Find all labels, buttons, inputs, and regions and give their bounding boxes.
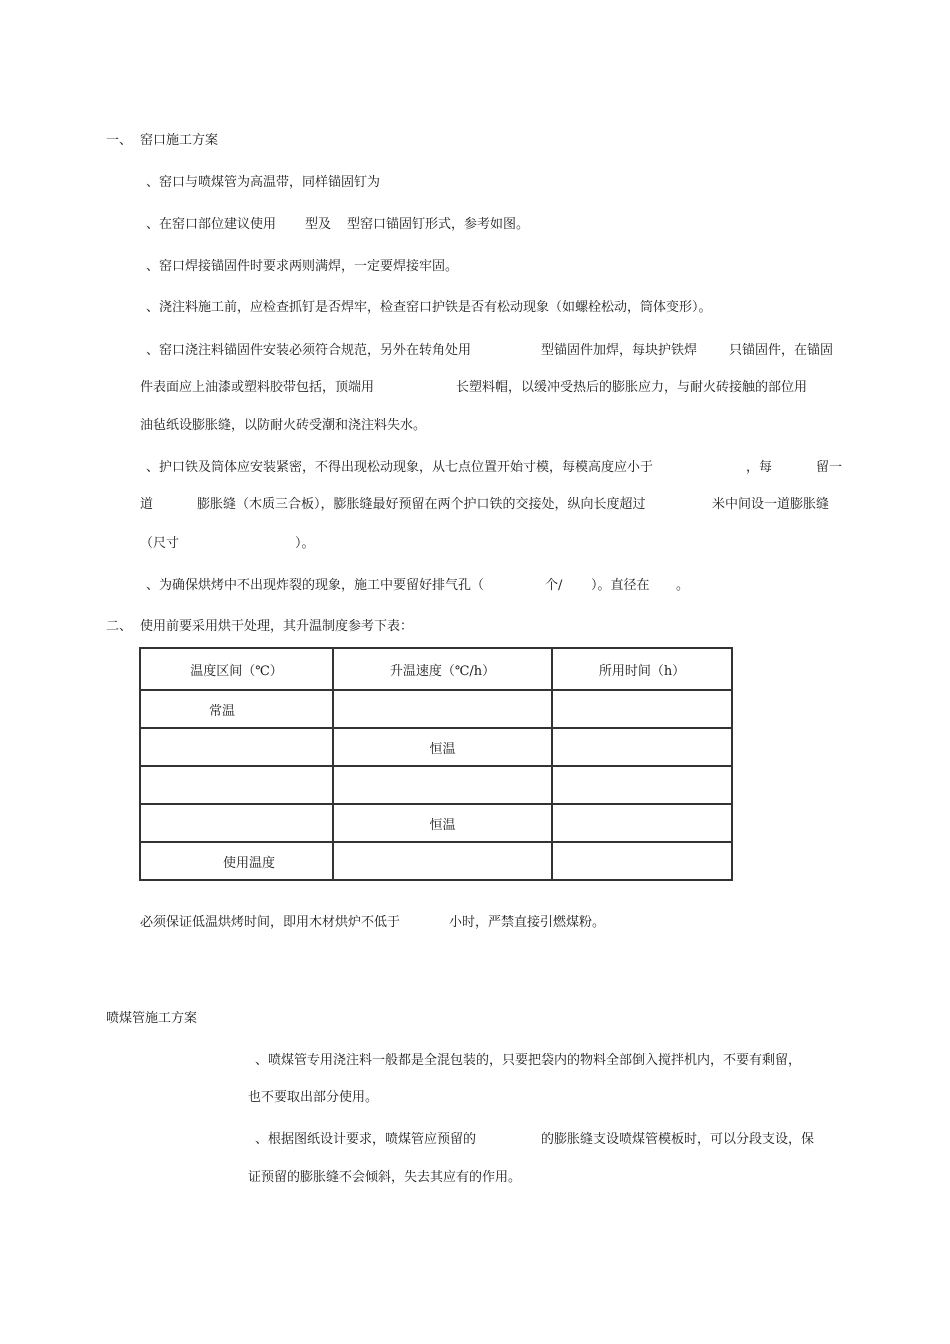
s1-item2-part-a: 、在窑口部位建议使用: [146, 217, 277, 232]
table-cell: 常温: [140, 690, 333, 728]
s1-item7-part-b: 个/: [545, 578, 563, 593]
s1-item7-part-d: 。: [676, 578, 690, 593]
table-cell: [140, 804, 333, 842]
table-row: [140, 766, 732, 804]
table-cell: [140, 766, 333, 804]
section2-note-part-b: 小时，严禁直接引燃煤粉。: [449, 915, 606, 930]
s1-item6-part-d: 道: [140, 497, 154, 512]
table-row: [140, 842, 732, 880]
s1-item2-part-c: 型窑口锚固钉形式，参考如图。: [347, 217, 530, 232]
section3-para1-line1: 、喷煤管专用浇注料一般都是全混包装的，只要把袋内的物料全部倒入搅拌机内，不要有剩留，: [255, 1053, 802, 1068]
table-header-row: [140, 648, 732, 690]
section3-para2-part-b: 的膨胀缝支设喷煤管模板时，可以分段支设，保: [541, 1132, 815, 1147]
table-cell: [333, 690, 552, 728]
s1-item6-part-g: （尺寸: [140, 536, 180, 551]
table-cell: [552, 690, 732, 728]
table-cell: 使用温度: [140, 842, 333, 880]
table-header-cell: 升温速度（℃/h）: [333, 648, 552, 690]
table-row: [140, 728, 732, 766]
table-cell: [552, 842, 732, 880]
s1-item7-part-c: ）。直径在: [591, 578, 650, 593]
s1-item5-part-c: 只锚固件，在锚固: [729, 343, 834, 358]
s1-item6-part-a: 、护口铁及筒体应安装紧密，不得出现松动现象，从七点位置开始寸模，每模高度应小于: [146, 460, 654, 475]
s1-item6-part-f: 米中间设一道膨胀缝: [712, 497, 830, 512]
section2-number: 二、: [106, 619, 133, 634]
table-cell: [333, 842, 552, 880]
section3-para2-part-a: 、根据图纸设计要求，喷煤管应预留的: [255, 1132, 477, 1147]
section1-number: 一、: [106, 133, 133, 148]
s1-item5-part-f: 油毡纸设膨胀缝，以防耐火砖受潮和浇注料失水。: [140, 418, 427, 433]
s1-item6-part-c: 留一: [816, 460, 843, 475]
s1-item1: 、窑口与喷煤管为高温带，同样锚固钉为: [146, 175, 381, 190]
section1-title: 窑口施工方案: [140, 133, 219, 148]
s1-item6-part-e: 膨胀缝（木质三合板），膨胀缝最好预留在两个护口铁的交接处，纵向长度超过: [197, 497, 646, 512]
s1-item5-part-a: 、窑口浇注料锚固件安装必须符合规范，另外在转角处用: [146, 343, 472, 358]
s1-item7-part-a: 、为确保烘烤中不出现炸裂的现象，施工中要留好排气孔（: [146, 578, 485, 593]
table-cell: [552, 804, 732, 842]
table-cell: [552, 728, 732, 766]
s1-item5-part-d: 件表面应上油漆或塑料胶带包括，顶端用: [140, 380, 375, 395]
table-row: [140, 804, 732, 842]
section3-para2-line2: 证预留的膨胀缝不会倾斜，失去其应有的作用。: [248, 1170, 522, 1185]
s1-item4: 、浇注料施工前，应检查抓钉是否焊牢，检查窑口护铁是否有松动现象（如螺栓松动，筒体变形）。: [146, 300, 712, 315]
section2-note-part-a: 必须保证低温烘烤时间，即用木材烘炉不低于: [140, 915, 401, 930]
table-cell: [333, 766, 552, 804]
section3-para1-line2: 也不要取出部分使用。: [248, 1090, 379, 1105]
s1-item2-part-b: 型及: [305, 217, 332, 232]
table-cell: [552, 766, 732, 804]
table-cell: 恒温: [333, 804, 552, 842]
heating-schedule-table: [139, 647, 733, 881]
table-header-cell: 温度区间（℃）: [140, 648, 333, 690]
section3-title: 喷煤管施工方案: [106, 1011, 198, 1026]
s1-item3: 、窑口焊接锚固件时要求两则满焊，一定要焊接牢固。: [146, 259, 459, 274]
table-cell: [140, 728, 333, 766]
table-cell: 恒温: [333, 728, 552, 766]
table-header-cell: 所用时间（h）: [552, 648, 732, 690]
s1-item6-part-h: ）。: [295, 536, 315, 551]
table-row: [140, 690, 732, 728]
s1-item5-part-b: 型锚固件加焊，每块护铁焊: [541, 343, 698, 358]
s1-item5-part-e: 长塑料帽，以缓冲受热后的膨胀应力，与耐火砖接触的部位用: [456, 380, 808, 395]
section2-title: 使用前要采用烘干处理，其升温制度参考下表：: [140, 619, 414, 634]
s1-item6-part-b: ，每: [746, 460, 773, 475]
